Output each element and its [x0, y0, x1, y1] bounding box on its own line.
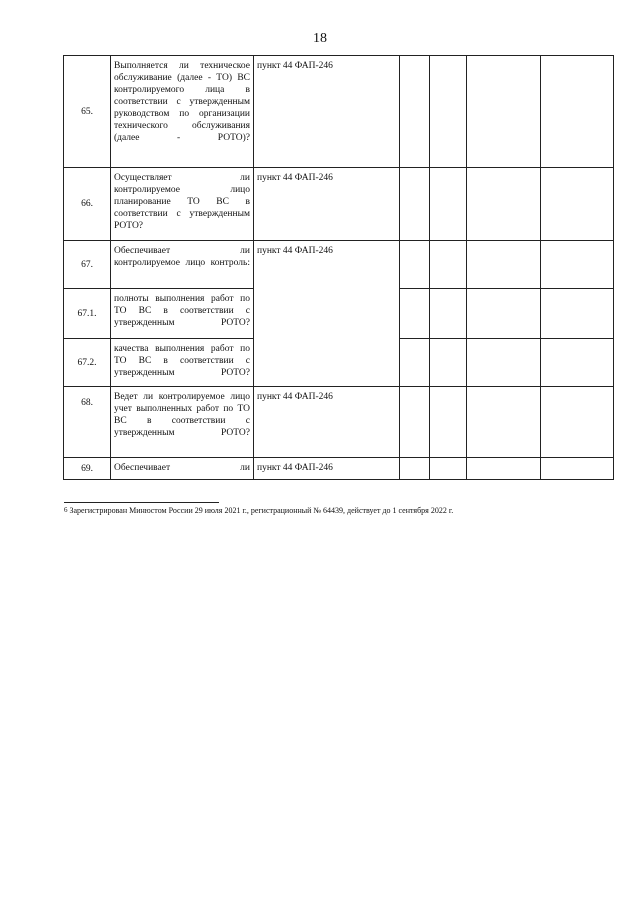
row-number: 67.2.	[64, 339, 111, 387]
no-cell	[430, 241, 467, 289]
yes-cell	[400, 168, 430, 241]
yes-cell	[400, 56, 430, 168]
yes-cell	[400, 387, 430, 458]
row-question: Выполняется ли техническое обслуживание (далее - ТО) ВС контролируемого лица в соответствии с утвержденным руководством по организации технического обслуживания (далее - РОТО)?	[111, 56, 254, 168]
yes-cell	[400, 339, 430, 387]
row-question: Обеспечивает ли контролируемое лицо контроль:	[111, 241, 254, 289]
row-reference: пункт 44 ФАП-246	[254, 458, 400, 480]
yes-cell	[400, 458, 430, 480]
row-question: Осуществляет ли контролируемое лицо планирование ТО ВС в соответствии с утвержденным РОТО?	[111, 168, 254, 241]
yes-cell	[400, 289, 430, 339]
table-row	[64, 241, 614, 289]
row-number: 65.	[64, 56, 111, 168]
not-applicable-cell	[467, 241, 541, 289]
row-reference: пункт 44 ФАП-246	[254, 56, 400, 168]
footnote-text: Зарегистрирован Минюстом России 29 июля 2021 г., регистрационный № 64439, действует до 1 сентября 2022 г.	[69, 506, 454, 515]
yes-cell	[400, 241, 430, 289]
page-number: 18	[313, 31, 327, 46]
not-applicable-cell	[467, 168, 541, 241]
not-applicable-cell	[467, 387, 541, 458]
row-reference: пункт 44 ФАП-246	[254, 387, 400, 458]
not-applicable-cell	[467, 458, 541, 480]
row-question: Обеспечивает ли	[111, 458, 254, 480]
row-question: Ведет ли контролируемое лицо учет выполненных работ по ТО ВС в соответствии с утвержденным РОТО?	[111, 387, 254, 458]
row-reference: пункт 44 ФАП-246	[254, 241, 400, 387]
footnote-marker: 6	[64, 506, 68, 514]
table-row	[64, 56, 614, 168]
notes-cell	[541, 387, 614, 458]
notes-cell	[541, 56, 614, 168]
row-number: 68.	[64, 387, 111, 458]
no-cell	[430, 289, 467, 339]
table-row	[64, 458, 614, 480]
row-number: 67.	[64, 241, 111, 289]
no-cell	[430, 56, 467, 168]
row-reference: пункт 44 ФАП-246	[254, 168, 400, 241]
row-number: 67.1.	[64, 289, 111, 339]
footnote-divider	[64, 502, 219, 503]
row-number: 69.	[64, 458, 111, 480]
row-question: качества выполнения работ по ТО ВС в соответствии с утвержденным РОТО?	[111, 339, 254, 387]
table-row	[64, 168, 614, 241]
not-applicable-cell	[467, 289, 541, 339]
notes-cell	[541, 458, 614, 480]
table-row	[64, 387, 614, 458]
footnote	[64, 506, 624, 516]
no-cell	[430, 339, 467, 387]
no-cell	[430, 168, 467, 241]
no-cell	[430, 387, 467, 458]
no-cell	[430, 458, 467, 480]
notes-cell	[541, 289, 614, 339]
not-applicable-cell	[467, 56, 541, 168]
row-number: 66.	[64, 168, 111, 241]
checklist-table	[63, 55, 614, 480]
notes-cell	[541, 241, 614, 289]
notes-cell	[541, 339, 614, 387]
row-question: полноты выполнения работ по ТО ВС в соответствии с утвержденным РОТО?	[111, 289, 254, 339]
not-applicable-cell	[467, 339, 541, 387]
notes-cell	[541, 168, 614, 241]
